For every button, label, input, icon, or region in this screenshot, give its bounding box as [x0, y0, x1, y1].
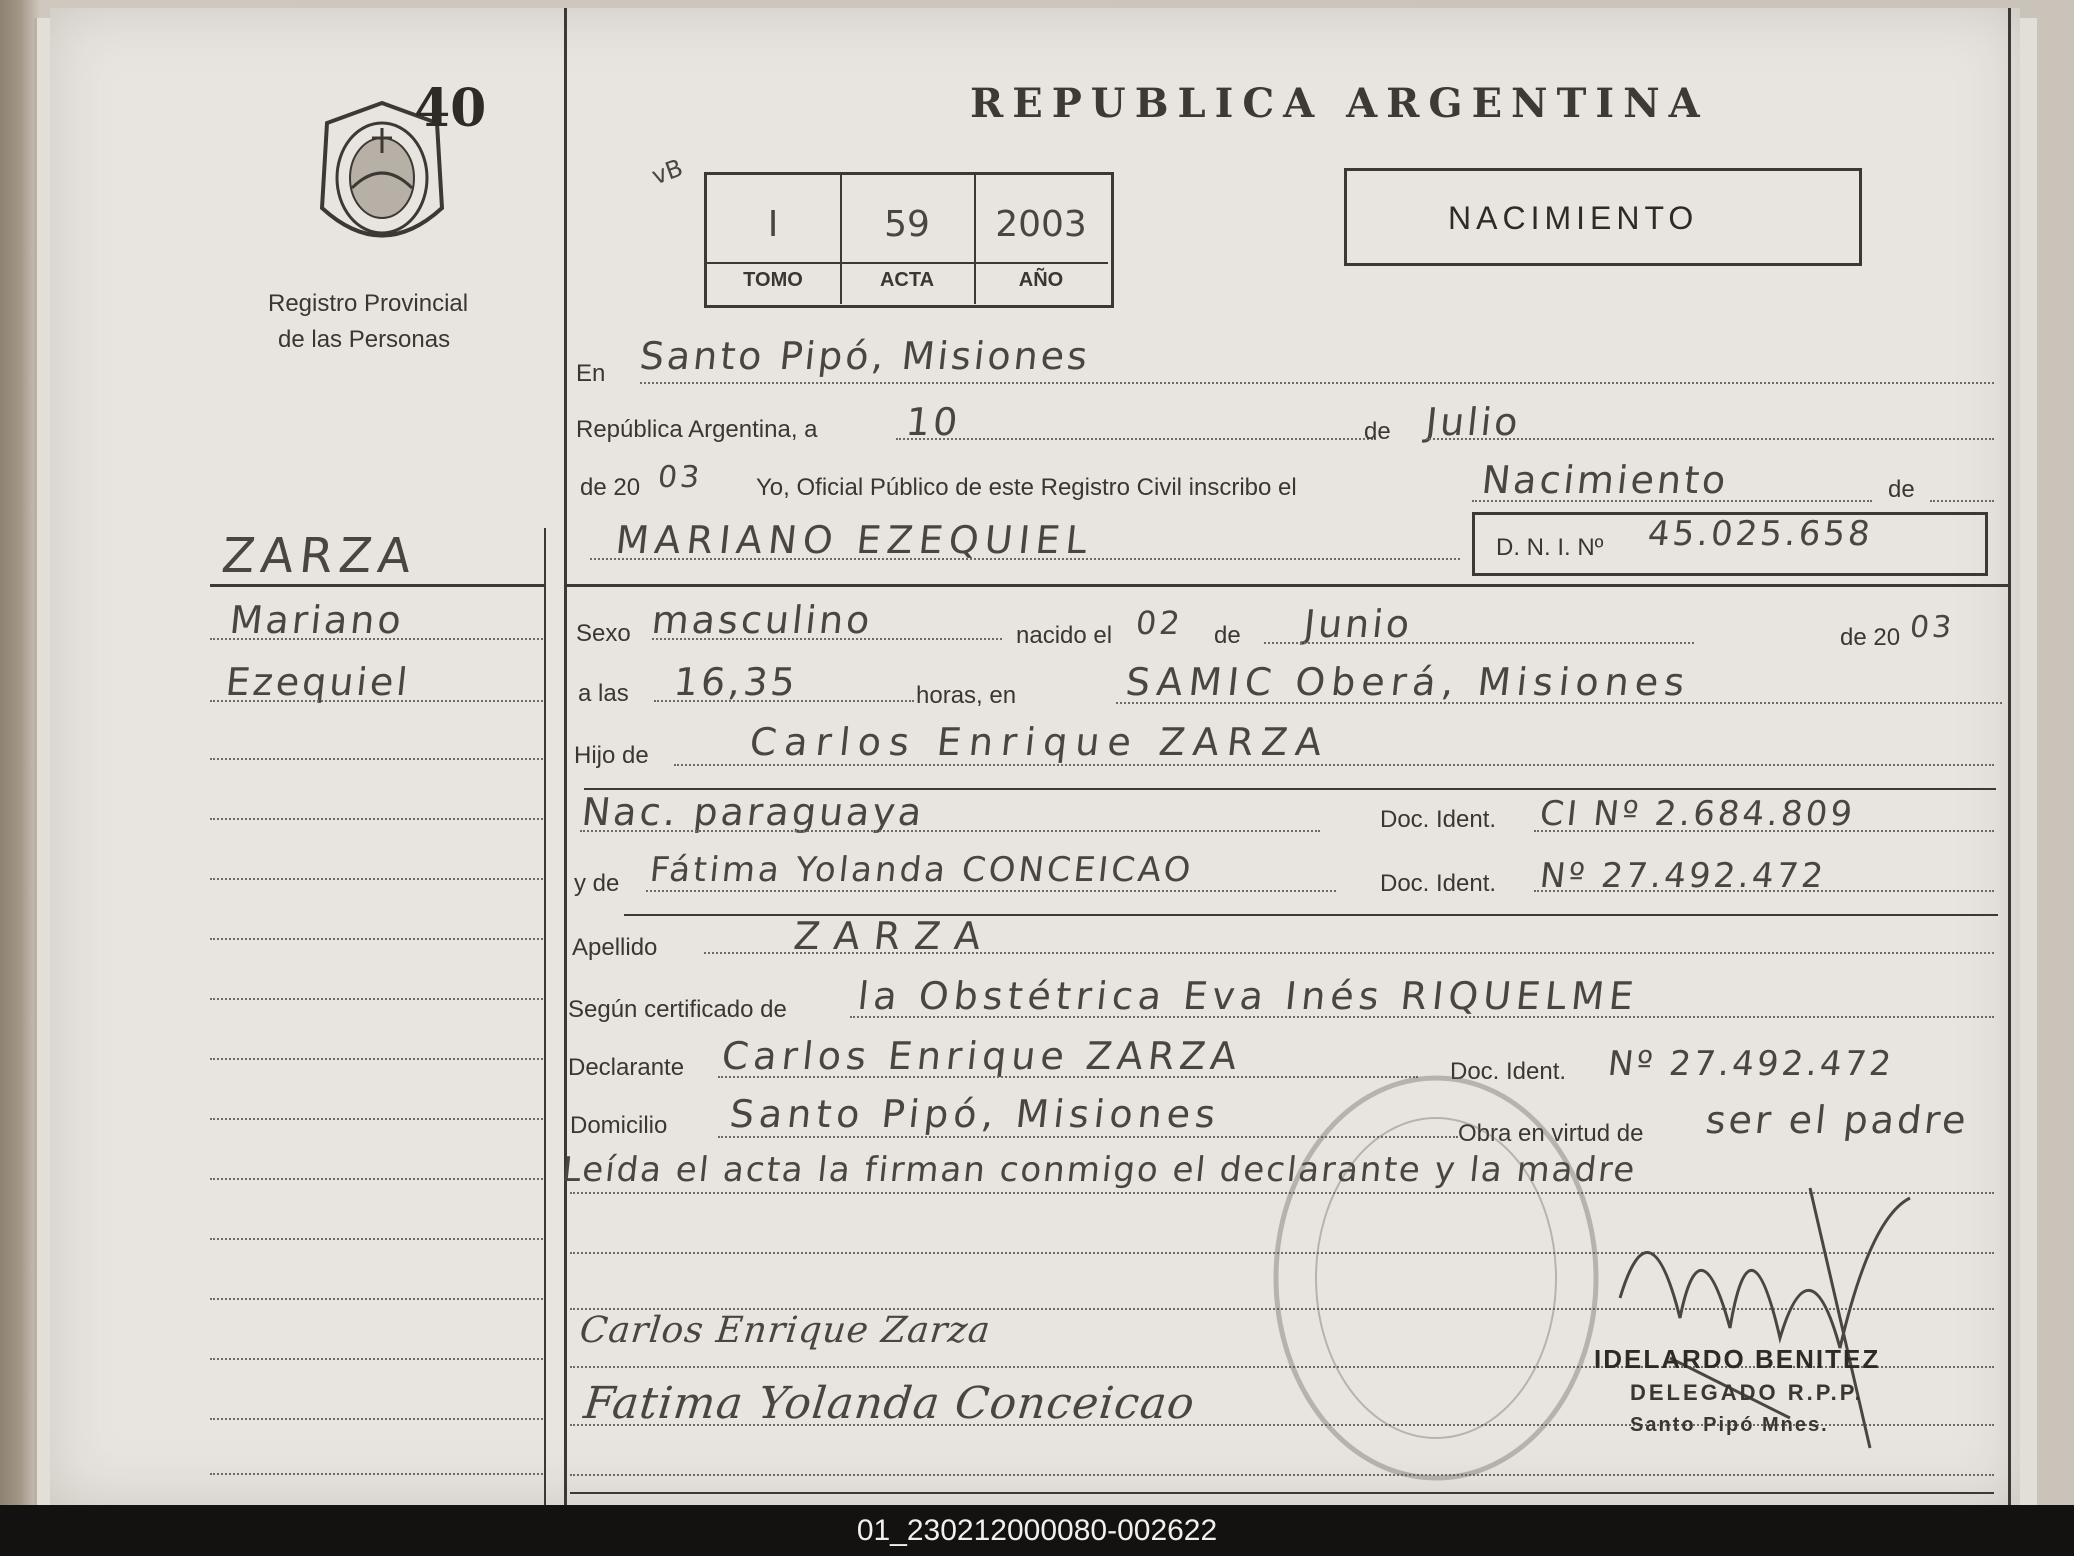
declarant-signature: Carlos Enrique Zarza	[577, 1310, 993, 1351]
anio-value: 2003	[995, 204, 1087, 245]
birth-year-suffix: 03	[1908, 610, 1957, 645]
margin-rule	[210, 1473, 546, 1475]
father-nationality: Nac. paraguaya	[579, 790, 927, 834]
horas-label: horas, en	[916, 682, 1017, 709]
birth-month-value: Junio	[1301, 602, 1415, 646]
year-suffix-value: 03	[656, 460, 705, 495]
registry-name-line1: Registro Provincial	[268, 290, 469, 317]
tomo-value: I	[767, 204, 779, 245]
page-number: 40	[414, 78, 487, 139]
bottom-line	[570, 1492, 1994, 1494]
line-rule	[652, 638, 1002, 640]
hour-value: 16,35	[671, 660, 801, 704]
country-title: REPUBLICA ARGENTINA	[970, 80, 1709, 127]
mother-doc-value: Nº 27.492.472	[1537, 856, 1829, 896]
declarante-value: Carlos Enrique ZARZA	[719, 1034, 1244, 1078]
certificado-value: la Obstétrica Eva Inés RIQUELME	[855, 974, 1641, 1018]
obra-label: Obra en virtud de	[1458, 1120, 1644, 1147]
declarante-label: Declarante	[568, 1054, 685, 1081]
margin-rule	[210, 1058, 546, 1060]
line-rule	[654, 700, 914, 702]
apellido-value: ZARZA	[791, 914, 997, 958]
margin-rule	[210, 638, 546, 640]
margin-rule	[210, 1358, 546, 1360]
line-rule	[1534, 890, 1994, 892]
republica-label: República Argentina, a	[576, 416, 818, 443]
scan-id-footer: 01_230212000080-002622	[0, 1505, 2074, 1556]
doc-ident-label-mother: Doc. Ident.	[1380, 870, 1497, 897]
sexo-value: masculino	[649, 598, 875, 642]
de-label: de	[1364, 418, 1391, 445]
line-rule	[1426, 438, 1994, 440]
month-value: Julio	[1423, 400, 1523, 444]
de20-label: de 20	[1840, 624, 1901, 651]
line-rule	[1534, 830, 1994, 832]
line-rule	[1264, 642, 1694, 644]
table-divider	[706, 262, 1108, 264]
en-label: En	[576, 360, 606, 387]
margin-rule	[210, 878, 546, 880]
acta-value: 59	[884, 204, 930, 245]
margin-rule	[210, 700, 546, 702]
margin-rule	[210, 1178, 546, 1180]
margin-middle-name: Ezequiel	[223, 660, 413, 704]
official-title: DELEGADO R.P.P.	[1630, 1380, 1864, 1405]
line-rule	[640, 382, 1994, 384]
de3-label: de	[1214, 622, 1241, 649]
event-value: Nacimiento	[1479, 458, 1731, 502]
line-rule	[1472, 500, 1872, 502]
apellido-label: Apellido	[572, 934, 658, 961]
dni-value: 45.025.658	[1645, 514, 1875, 554]
dni-label: D. N. I. Nº	[1496, 534, 1604, 561]
act-type: NACIMIENTO	[1448, 200, 1699, 236]
line-rule	[704, 952, 1994, 954]
birth-place-value: SAMIC Oberá, Misiones	[1123, 660, 1693, 704]
obra-value: ser el padre	[1703, 1098, 1971, 1142]
official-place: Santo Pipó Mnes.	[1630, 1414, 1829, 1436]
domicilio-value: Santo Pipó, Misiones	[727, 1092, 1223, 1136]
day-value: 10	[903, 400, 963, 444]
margin-rule	[210, 758, 546, 760]
acta-cell	[840, 174, 976, 304]
line-rule	[674, 764, 1994, 766]
column-divider	[544, 528, 546, 1505]
margin-underline	[210, 584, 546, 587]
anio-label: AÑO	[1018, 269, 1064, 291]
margin-rule	[210, 938, 546, 940]
margin-rule	[210, 1238, 546, 1240]
line-rule	[646, 890, 1336, 892]
doc-ident-label-declarante: Doc. Ident.	[1450, 1058, 1567, 1085]
margin-rule	[210, 1298, 546, 1300]
y-de-label: y de	[574, 870, 620, 897]
margin-surname: ZARZA	[219, 528, 420, 584]
segun-label: Según certificado de	[568, 996, 787, 1023]
de2-label: de	[1888, 476, 1915, 503]
declarante-doc-value: Nº 27.492.472	[1605, 1044, 1897, 1084]
margin-rule	[210, 1418, 546, 1420]
registry-name-line2: de las Personas	[278, 326, 451, 353]
margin-rule	[210, 818, 546, 820]
anio-cell	[974, 174, 1108, 304]
initials-mark: vB	[648, 153, 687, 191]
section-line	[564, 584, 2008, 587]
birth-certificate-page	[50, 8, 2020, 1505]
tomo-cell	[706, 174, 842, 304]
official-name: IDELARDO BENITEZ	[1594, 1344, 1881, 1374]
nacido-label: nacido el	[1016, 622, 1113, 649]
official-seal-stamp	[1266, 1068, 1606, 1488]
right-edge	[2008, 8, 2011, 1505]
hijo-label: Hijo de	[574, 742, 649, 769]
birth-day-value: 02	[1134, 604, 1185, 642]
alas-label: a las	[578, 680, 629, 707]
domicilio-label: Domicilio	[570, 1112, 668, 1139]
mother-signature: Fatima Yolanda Conceicao	[581, 1378, 1198, 1429]
child-name-value: MARIANO EZEQUIEL	[613, 518, 1096, 562]
father-doc-value: CI Nº 2.684.809	[1537, 794, 1857, 834]
column-divider	[564, 8, 567, 1505]
doc-ident-label-father: Doc. Ident.	[1380, 806, 1497, 833]
line-rule	[896, 438, 1376, 440]
acta-label: ACTA	[879, 269, 935, 291]
line-rule	[580, 830, 1320, 832]
margin-rule	[210, 1118, 546, 1120]
sexo-label: Sexo	[576, 620, 631, 647]
margin-rule	[210, 998, 546, 1000]
tomo-label: TOMO	[743, 269, 803, 291]
line-rule	[1930, 500, 1994, 502]
year-prefix-label: de 20	[580, 474, 641, 501]
line-rule	[1116, 702, 2002, 704]
line-rule	[590, 558, 1460, 560]
father-value: Carlos Enrique ZARZA	[747, 720, 1332, 764]
yo-text: Yo, Oficial Público de este Registro Civil inscribo el	[756, 474, 1297, 501]
place-value: Santo Pipó, Misiones	[637, 334, 1093, 378]
mother-value: Fátima Yolanda CONCEICAO	[647, 850, 1196, 890]
leida-text: Leída el acta la firman conmigo el declarante y la madre	[559, 1150, 1639, 1190]
line-rule	[850, 1016, 1994, 1018]
margin-first-name: Mariano	[227, 598, 407, 642]
